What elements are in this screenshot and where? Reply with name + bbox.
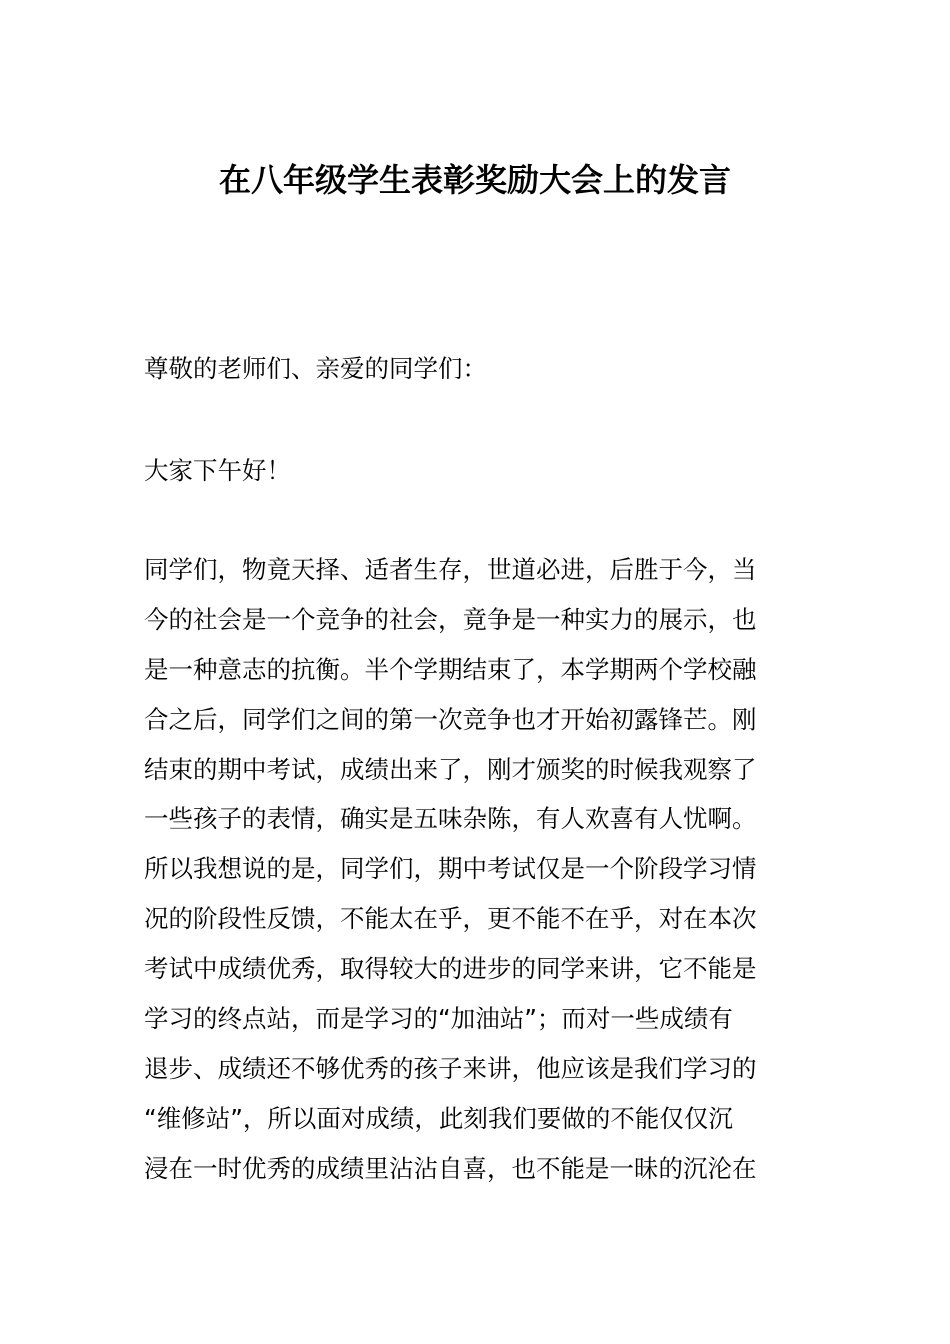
body-line: 浸在一时优秀的成绩里沾沾自喜，也不能是一昧的沉沦在 bbox=[144, 1153, 757, 1183]
body-line: 结束的期中考试，成绩出来了，刚才颁奖的时候我观察了 bbox=[144, 754, 757, 784]
salutation: 尊敬的老师们、亲爱的同学们： bbox=[144, 354, 487, 383]
body-line: 合之后，同学们之间的第一次竞争也才开始初露锋芒。刚 bbox=[144, 704, 757, 734]
body-line: 况的阶段性反馈，不能太在乎，更不能不在乎，对在本次 bbox=[144, 904, 757, 934]
body-line: 所以我想说的是，同学们，期中考试仅是一个阶段学习情 bbox=[144, 854, 757, 884]
greeting: 大家下午好！ bbox=[144, 456, 291, 485]
body-line: 退步、成绩还不够优秀的孩子来讲，他应该是我们学习的 bbox=[144, 1053, 757, 1083]
body-line: 同学们，物竟天择、适者生存，世道必进，后胜于今，当 bbox=[144, 555, 757, 584]
body-line: 是一种意志的抗衡。半个学期结束了，本学期两个学校融 bbox=[144, 654, 757, 684]
body-line: “维修站”，所以面对成绩，此刻我们要做的不能仅仅沉 bbox=[144, 1103, 733, 1133]
body-line: 一些孩子的表情，确实是五味杂陈，有人欢喜有人忧啊。 bbox=[144, 804, 757, 834]
document-title: 在八年级学生表彰奖励大会上的发言 bbox=[218, 161, 731, 199]
body-line: 今的社会是一个竞争的社会，竟争是一种实力的展示，也 bbox=[144, 604, 757, 634]
body-line: 考试中成绩优秀，取得较大的进步的同学来讲，它不能是 bbox=[144, 954, 757, 984]
body-line: 学习的终点站，而是学习的“加油站”；而对一些成绩有 bbox=[144, 1004, 733, 1034]
body-paragraph bbox=[144, 545, 810, 1194]
